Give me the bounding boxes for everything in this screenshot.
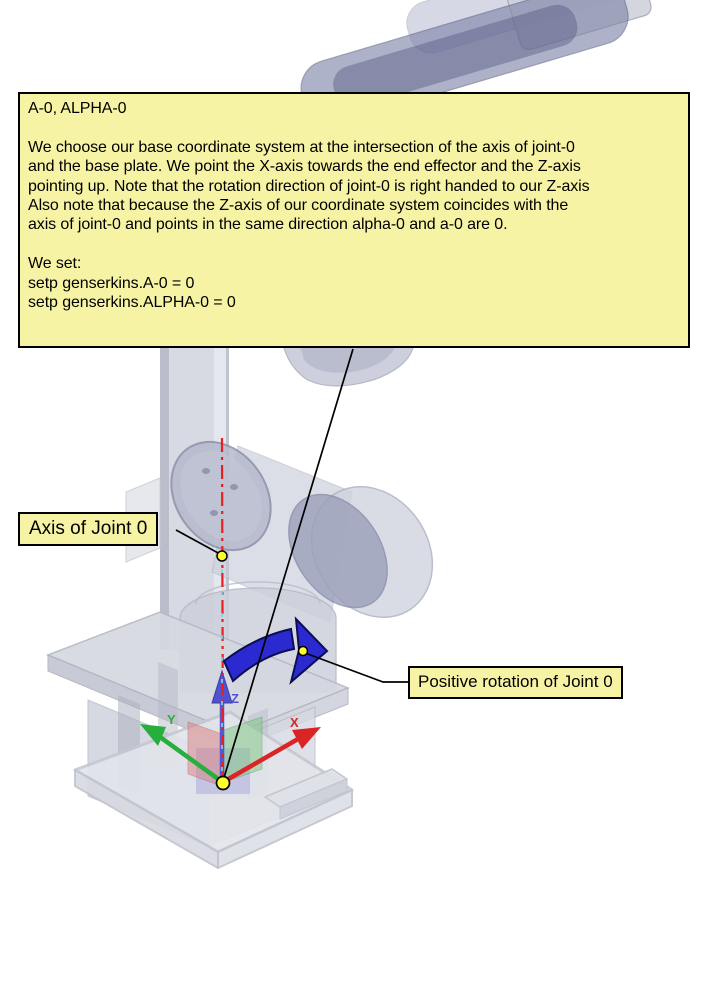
note-line: We choose our base coordinate system at the intersection of the axis of joint-0 (28, 138, 575, 156)
z-axis-label: Z (231, 691, 239, 706)
note-line: pointing up. Note that the rotation direction of joint-0 is right handed to our Z-axis (28, 177, 590, 195)
note-box (18, 92, 690, 348)
robot-bolt-1 (202, 468, 210, 474)
note-line (28, 118, 680, 137)
robot-bolt-3 (210, 510, 218, 516)
marker-origin (217, 777, 230, 790)
note-line: axis of joint-0 and points in the same direction alpha-0 and a-0 are 0. (28, 216, 508, 234)
note-line: and the base plate. We point the X-axis towards the end effector and the Z-axis (28, 158, 581, 176)
y-axis-label: Y (167, 712, 176, 727)
marker-joint-axis (217, 551, 227, 561)
robot-column-edge-left (160, 345, 169, 650)
note-line: We set: (28, 255, 82, 273)
axis-of-joint0-label: Axis of Joint 0 (18, 512, 158, 546)
note-line: setp genserkins.ALPHA-0 = 0 (28, 294, 236, 312)
note-line: A-0, ALPHA-0 (28, 100, 127, 117)
note-line: setp genserkins.A-0 = 0 (28, 274, 195, 292)
note-line (28, 235, 680, 254)
note-line: Also note that because the Z-axis of our coordinate system coincides with the (28, 197, 569, 215)
x-axis-label: X (290, 715, 299, 730)
positive-rotation-label: Positive rotation of Joint 0 (408, 666, 623, 699)
marker-rotation (299, 647, 308, 656)
robot-bolt-2 (230, 484, 238, 490)
